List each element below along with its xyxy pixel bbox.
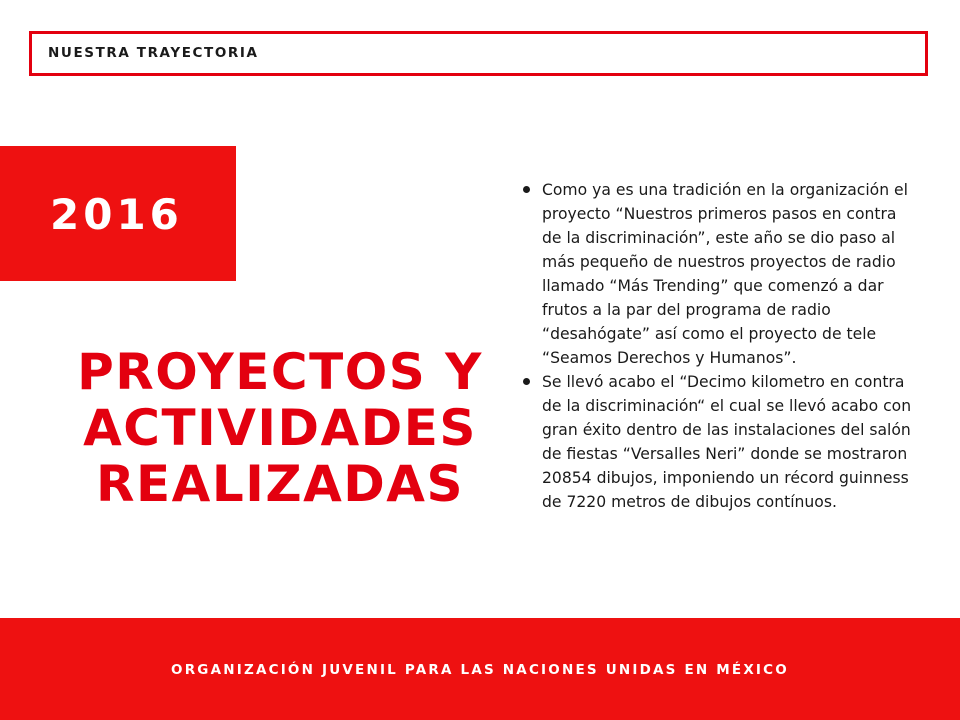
year-block <box>0 146 236 281</box>
footer-bar <box>0 618 960 720</box>
footer-text: ORGANIZACIÓN JUVENIL PARA LAS NACIONES UNIDAS EN MÉXICO <box>171 662 789 678</box>
year-label: 2016 <box>50 190 183 239</box>
main-heading-line: REALIZADAS <box>96 455 464 513</box>
bullet-list <box>520 178 920 514</box>
main-heading-line: ACTIVIDADES <box>83 399 477 457</box>
bullet-item: Se llevó acabo el “Decimo kilometro en contra de la discriminación“ el cual se llevó acabo con gran éxito dentro de las instalaciones del salón de fiestas “Versalles Neri” donde se mostraron 20854 dibujos, imponiendo un récord guinness de 7220 metros de dibujos contínuos. <box>520 370 920 514</box>
header-title: NUESTRA TRAYECTORIA <box>48 45 259 61</box>
main-heading-line: PROYECTOS Y <box>77 343 483 401</box>
main-heading <box>70 344 490 512</box>
header-box <box>29 31 928 76</box>
bullet-item: Como ya es una tradición en la organización el proyecto “Nuestros primeros pasos en contra de la discriminación”, este año se dio paso al más pequeño de nuestros proyectos de radio llamado “Más Trending” que comenzó a dar frutos a la par del programa de radio “desahógate” así como el proyecto de tele “Seamos Derechos y Humanos”. <box>520 178 920 370</box>
